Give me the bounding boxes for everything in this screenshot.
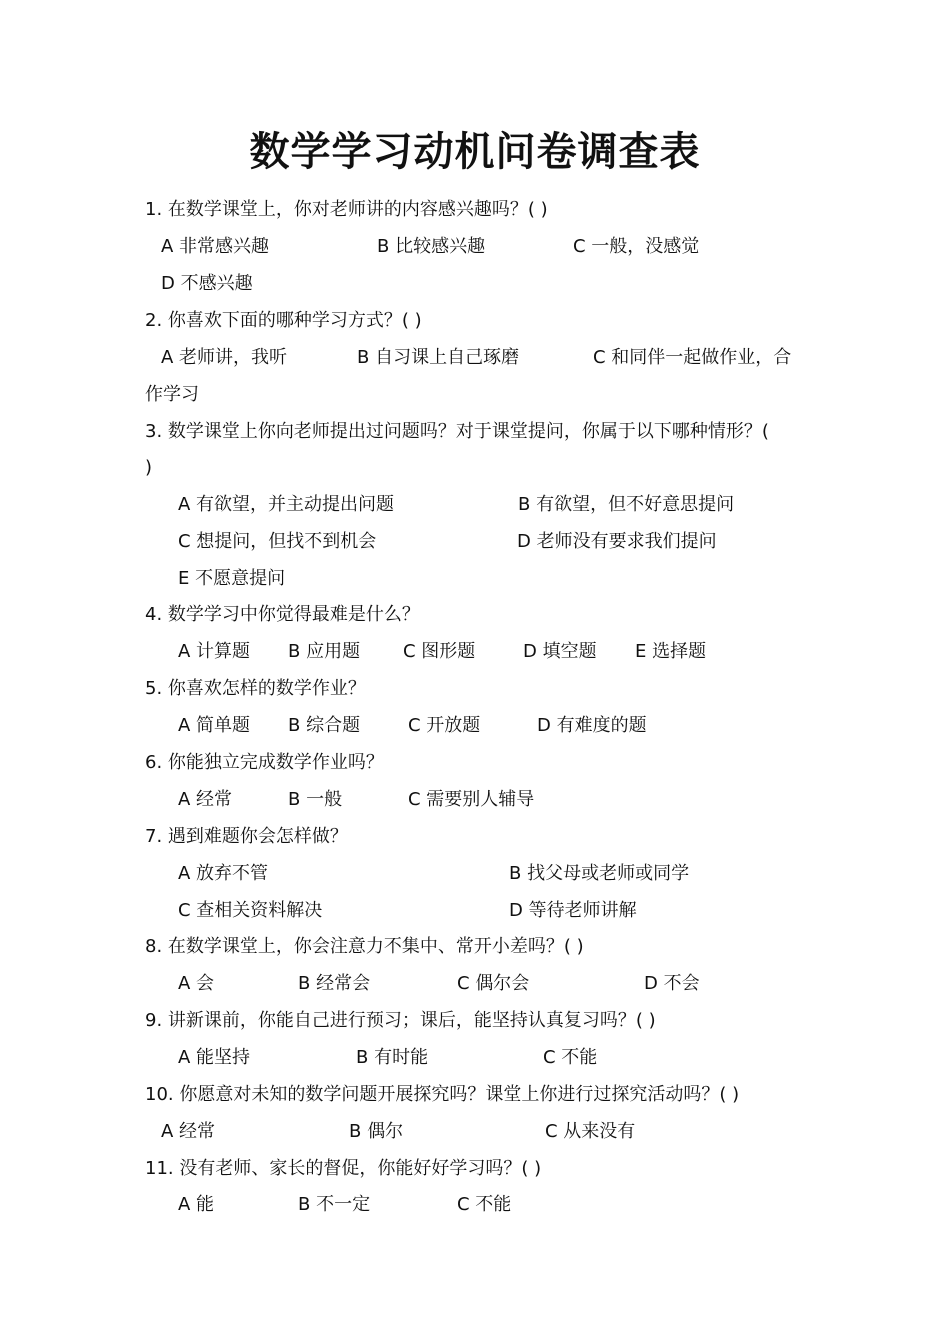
option-4d: D 填空题 <box>523 641 597 662</box>
option-9a: A 能坚持 <box>178 1047 251 1068</box>
option-6a: A 经常 <box>178 789 233 810</box>
option-8b: B 经常会 <box>298 973 371 994</box>
option-3a: A 有欲望，并主动提出问题 <box>178 494 395 515</box>
option-4a: A 计算题 <box>178 641 251 662</box>
option-4c: C 图形题 <box>403 641 476 662</box>
question-5: 5. 你喜欢怎样的数学作业？ <box>145 678 366 699</box>
page-title: 数学学习动机问卷调查表 <box>249 128 701 175</box>
option-6b: B 一般 <box>288 789 343 810</box>
option-3d: D 老师没有要求我们提问 <box>517 531 717 552</box>
option-9c: C 不能 <box>543 1047 598 1068</box>
question-10: 10. 你愿意对未知的数学问题开展探究吗？课堂上你进行过探究活动吗？( ) <box>145 1084 740 1105</box>
option-3e: E 不愿意提问 <box>178 568 286 589</box>
option-5c: C 开放题 <box>408 715 481 736</box>
option-8a: A 会 <box>178 973 215 994</box>
question-7: 7. 遇到难题你会怎样做？ <box>145 826 348 847</box>
option-2a: A 老师讲，我听 <box>161 347 288 368</box>
option-11c: C 不能 <box>457 1194 512 1215</box>
question-3-cont: ) <box>145 457 153 478</box>
question-9: 9. 讲新课前，你能自己进行预习；课后，能坚持认真复习吗？( ) <box>145 1010 656 1031</box>
option-2c-cont: 作学习 <box>145 384 199 405</box>
option-7c: C 查相关资料解决 <box>178 900 323 921</box>
option-3b: B 有欲望，但不好意思提问 <box>518 494 735 515</box>
question-3: 3. 数学课堂上你向老师提出过问题吗？对于课堂提问，你属于以下哪种情形？( <box>145 421 769 442</box>
option-5d: D 有难度的题 <box>537 715 647 736</box>
question-4: 4. 数学学习中你觉得最难是什么？ <box>145 604 420 625</box>
option-7b: B 找父母或老师或同学 <box>509 863 690 884</box>
option-10b: B 偶尔 <box>349 1121 404 1142</box>
option-7d: D 等待老师讲解 <box>509 900 637 921</box>
option-3c: C 想提问，但找不到机会 <box>178 531 377 552</box>
option-1b: B 比较感兴趣 <box>377 236 486 257</box>
option-11a: A 能 <box>178 1194 215 1215</box>
option-5a: A 简单题 <box>178 715 251 736</box>
option-6c: C 需要别人辅导 <box>408 789 535 810</box>
option-1c: C 一般，没感觉 <box>573 236 700 257</box>
question-11: 11. 没有老师、家长的督促，你能好好学习吗？( ) <box>145 1158 542 1179</box>
question-2: 2. 你喜欢下面的哪种学习方式？( ) <box>145 310 422 331</box>
option-7a: A 放弃不管 <box>178 863 269 884</box>
option-5b: B 综合题 <box>288 715 361 736</box>
question-6: 6. 你能独立完成数学作业吗？ <box>145 752 384 773</box>
option-10c: C 从来没有 <box>545 1121 636 1142</box>
option-8c: C 偶尔会 <box>457 973 530 994</box>
question-1: 1. 在数学课堂上，你对老师讲的内容感兴趣吗？( ) <box>145 199 548 220</box>
option-1d: D 不感兴趣 <box>161 273 253 294</box>
option-10a: A 经常 <box>161 1121 216 1142</box>
option-4e: E 选择题 <box>635 641 707 662</box>
option-2c: C 和同伴一起做作业，合 <box>593 347 792 368</box>
option-9b: B 有时能 <box>356 1047 429 1068</box>
option-4b: B 应用题 <box>288 641 361 662</box>
option-11b: B 不一定 <box>298 1194 371 1215</box>
option-1a: A 非常感兴趣 <box>161 236 270 257</box>
option-8d: D 不会 <box>644 973 700 994</box>
option-2b: B 自习课上自己琢磨 <box>357 347 520 368</box>
question-8: 8. 在数学课堂上，你会注意力不集中、常开小差吗？( ) <box>145 936 584 957</box>
